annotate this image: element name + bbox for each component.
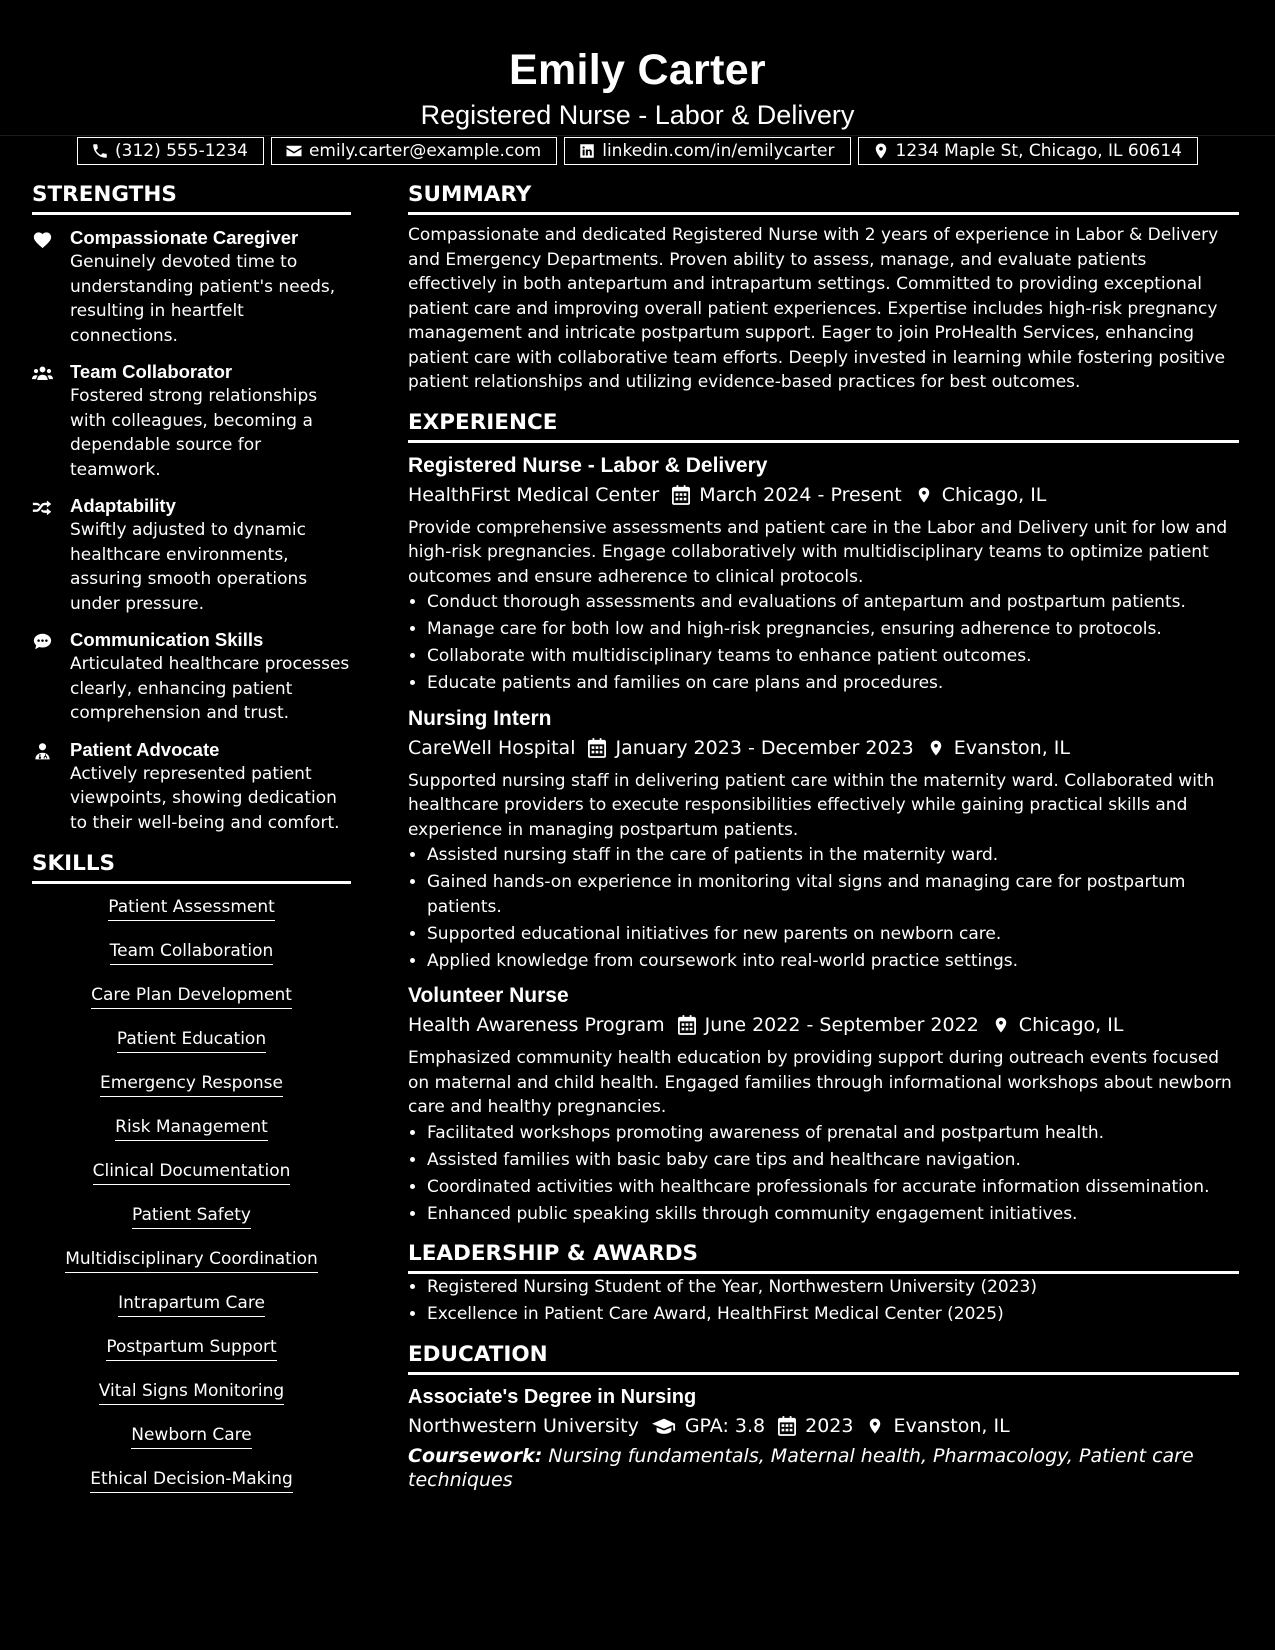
strength-desc: Swiftly adjusted to dynamic healthcare environments, assuring smooth operations under pressure.	[70, 520, 308, 614]
strength-title: Compassionate Caregiver	[70, 227, 299, 248]
skill-item	[32, 1292, 351, 1317]
education-section	[408, 1340, 1239, 1492]
job-bullet: • Manage care for both low and high-risk pregnancies, ensuring adherence to protocols.	[427, 617, 1239, 642]
skill-item	[32, 896, 351, 921]
skill-label: Risk Management	[115, 1116, 268, 1141]
skills-list	[32, 896, 351, 1493]
experience-entry	[408, 982, 1239, 1226]
phone-icon	[91, 142, 109, 160]
skill-item	[32, 1468, 351, 1493]
job-meta	[408, 1012, 1239, 1038]
strength-item	[32, 494, 351, 616]
education-heading: EDUCATION	[408, 1340, 1239, 1375]
skill-label: Intrapartum Care	[118, 1292, 265, 1317]
job-location: Chicago, IL	[1018, 1014, 1124, 1036]
strength-desc: Articulated healthcare processes clearly, enhancing patient comprehension and trust.	[70, 654, 350, 723]
education-meta	[408, 1413, 1239, 1439]
skill-label: Patient Education	[117, 1028, 266, 1053]
strength-item	[32, 226, 351, 348]
experience-entry	[408, 705, 1239, 974]
contact-address[interactable]	[858, 137, 1199, 165]
envelope-icon	[285, 142, 303, 160]
contact-phone-text: (312) 555-1234	[115, 141, 248, 161]
skill-label: Postpartum Support	[106, 1336, 276, 1361]
skill-label: Clinical Documentation	[93, 1160, 291, 1185]
job-bullet: • Educate patients and families on care plans and procedures.	[427, 671, 1239, 696]
candidate-title: Registered Nurse - Labor & Delivery	[420, 100, 855, 130]
skill-label: Multidisciplinary Coordination	[65, 1248, 318, 1273]
job-employer: CareWell Hospital	[408, 736, 576, 759]
skill-item	[32, 1336, 351, 1361]
graduation-year: 2023	[805, 1414, 854, 1437]
coursework	[408, 1444, 1239, 1492]
skill-item	[32, 940, 351, 965]
job-meta	[408, 482, 1239, 508]
strength-desc: Actively represented patient viewpoints, showing dedication to their well-being and comfort.	[70, 763, 340, 833]
doctor-icon	[32, 742, 53, 761]
map-marker-icon	[927, 738, 945, 758]
job-description: Provide comprehensive assessments and patient care in the Labor and Delivery unit for low and high-risk pregnancies. Engage collaboratively with multidisciplinary teams to optimize patient outcomes and ensure adherence to clinical protocols.	[408, 517, 1228, 587]
summary-text: Compassionate and dedicated Registered Nurse with 2 years of experience in Labor & Delivery and Emergency Departments. Proven ability to assess, manage, and evaluate patients effectively in both antepartum and intrapartum settings. Committed to providing exceptional patient care and improving overall patient experiences. Expertise includes high-risk pregnancy management and intricate postpartum support. Eager to join ProHealth Services, enhancing patient care with collaborative team efforts. Deeply invested in learning while fostering positive patient relationships and utilizing evidence-based practices for best outcomes.	[408, 225, 1226, 392]
job-description: Emphasized community health education by providing support during outreach events focused on maternal and child health. Engaged families through informational workshops about newborn care and healthy pregnancies.	[408, 1048, 1232, 1117]
school-name: Northwestern University	[408, 1414, 639, 1437]
job-bullet: • Applied knowledge from coursework into real-world practice settings.	[427, 949, 1239, 974]
shuffle-icon	[32, 498, 53, 517]
heart-icon	[32, 230, 53, 249]
job-dates: June 2022 - September 2022	[704, 1014, 979, 1036]
gpa: GPA: 3.8	[684, 1414, 766, 1437]
contact-linkedin[interactable]	[564, 137, 850, 165]
strength-desc: Fostered strong relationships with colleagues, becoming a dependable source for teamwork.	[70, 386, 318, 480]
skill-label: Newborn Care	[131, 1424, 252, 1449]
experience-entry	[408, 452, 1239, 696]
map-marker-icon	[992, 1015, 1010, 1035]
candidate-name: Emily Carter	[509, 46, 766, 94]
job-bullet: • Assisted nursing staff in the care of patients in the maternity ward.	[427, 843, 1239, 868]
calendar-icon	[588, 738, 606, 758]
experience-section	[408, 408, 1239, 1227]
contact-linkedin-text: linkedin.com/in/emilycarter	[602, 141, 835, 161]
job-title: Volunteer Nurse	[408, 984, 569, 1007]
calendar-icon	[672, 485, 690, 505]
strength-desc: Genuinely devoted time to understanding patient's needs, resulting in heartfelt connections.	[70, 252, 336, 346]
award-item: • Excellence in Patient Care Award, HealthFirst Medical Center (2025)	[427, 1302, 1239, 1327]
skill-label: Emergency Response	[100, 1072, 283, 1097]
strength-item	[32, 628, 351, 726]
chat-icon	[32, 632, 53, 651]
skill-item	[32, 1072, 351, 1097]
map-marker-icon	[915, 485, 933, 505]
coursework-list: Nursing fundamentals, Maternal health, Pharmacology, Patient care techniques	[408, 1444, 1194, 1491]
awards-heading: LEADERSHIP & AWARDS	[408, 1239, 1239, 1274]
job-dates: January 2023 - December 2023	[615, 736, 914, 759]
awards-list	[408, 1275, 1239, 1327]
job-bullet: • Coordinated activities with healthcare professionals for accurate information dissemination.	[427, 1175, 1239, 1200]
school-location: Evanston, IL	[893, 1414, 1010, 1437]
strength-title: Adaptability	[70, 495, 176, 516]
contact-phone[interactable]	[77, 137, 264, 165]
award-item: • Registered Nursing Student of the Year, Northwestern University (2023)	[427, 1275, 1239, 1300]
skill-item	[32, 1424, 351, 1449]
job-bullets	[408, 843, 1239, 973]
skill-item	[32, 1160, 351, 1185]
skill-label: Care Plan Development	[91, 984, 292, 1009]
job-employer: HealthFirst Medical Center	[408, 483, 660, 506]
job-bullet: • Gained hands-on experience in monitoring vital signs and managing care for postpartum patients.	[427, 870, 1239, 919]
job-bullet: • Enhanced public speaking skills through community engagement initiatives.	[427, 1202, 1239, 1227]
skill-item	[32, 1380, 351, 1405]
strengths-section	[32, 180, 351, 835]
strength-item	[32, 738, 351, 836]
strengths-heading: STRENGTHS	[32, 180, 351, 215]
left-column	[32, 180, 351, 1512]
job-location: Evanston, IL	[953, 736, 1070, 759]
skill-item	[32, 984, 351, 1009]
strength-title: Patient Advocate	[70, 738, 220, 760]
summary-heading: SUMMARY	[408, 180, 1239, 215]
job-meta	[408, 735, 1239, 761]
map-marker-icon	[866, 1416, 884, 1436]
job-dates: March 2024 - Present	[699, 483, 902, 506]
skill-label: Team Collaboration	[110, 940, 274, 965]
job-title: Nursing Intern	[408, 706, 552, 730]
strength-title: Team Collaborator	[70, 361, 233, 382]
skill-label: Patient Assessment	[108, 896, 275, 921]
right-column	[408, 180, 1239, 1505]
strength-title: Communication Skills	[70, 629, 264, 650]
experience-heading: EXPERIENCE	[408, 408, 1239, 443]
calendar-icon	[678, 1015, 696, 1035]
awards-section	[408, 1239, 1239, 1327]
job-bullets	[408, 1121, 1239, 1227]
calendar-icon	[778, 1416, 796, 1436]
skills-section	[32, 849, 351, 1493]
job-location: Chicago, IL	[941, 483, 1047, 506]
skill-label: Vital Signs Monitoring	[99, 1380, 284, 1405]
job-bullets	[408, 590, 1239, 696]
contact-email[interactable]	[271, 137, 557, 165]
skill-item	[32, 1204, 351, 1229]
skill-label: Ethical Decision-Making	[90, 1468, 293, 1493]
job-employer: Health Awareness Program	[408, 1014, 665, 1036]
job-title: Registered Nurse - Labor & Delivery	[408, 453, 768, 477]
map-marker-icon	[872, 142, 890, 160]
graduation-cap-icon	[652, 1416, 676, 1436]
skill-item	[32, 1248, 351, 1273]
skill-label: Patient Safety	[132, 1204, 251, 1229]
skill-item	[32, 1116, 351, 1141]
users-icon	[32, 364, 53, 383]
linkedin-icon	[578, 142, 596, 160]
job-bullet: • Facilitated workshops promoting awareness of prenatal and postpartum health.	[427, 1121, 1239, 1146]
resume-header	[0, 0, 1275, 161]
degree-title: Associate's Degree in Nursing	[408, 1385, 697, 1408]
coursework-label: Coursework:	[408, 1444, 543, 1467]
job-bullet: • Collaborate with multidisciplinary teams to enhance patient outcomes.	[427, 644, 1239, 669]
job-description: Supported nursing staff in delivering patient care within the maternity ward. Collaborated with healthcare providers to execute responsibilities effectively while gaining practical skills and experience in managing postpartum patients.	[408, 770, 1215, 840]
contact-email-text: emily.carter@example.com	[308, 141, 542, 161]
contact-address-text: 1234 Maple St, Chicago, IL 60614	[895, 141, 1182, 161]
job-bullet: • Conduct thorough assessments and evaluations of antepartum and postpartum patients.	[427, 590, 1239, 615]
skill-item	[32, 1028, 351, 1053]
contact-bar	[0, 137, 1275, 165]
summary-section	[408, 180, 1239, 395]
skills-heading: SKILLS	[32, 849, 351, 884]
job-bullet: • Supported educational initiatives for new parents on newborn care.	[427, 922, 1239, 947]
strength-item	[32, 360, 351, 482]
job-bullet: • Assisted families with basic baby care tips and healthcare navigation.	[427, 1148, 1239, 1173]
